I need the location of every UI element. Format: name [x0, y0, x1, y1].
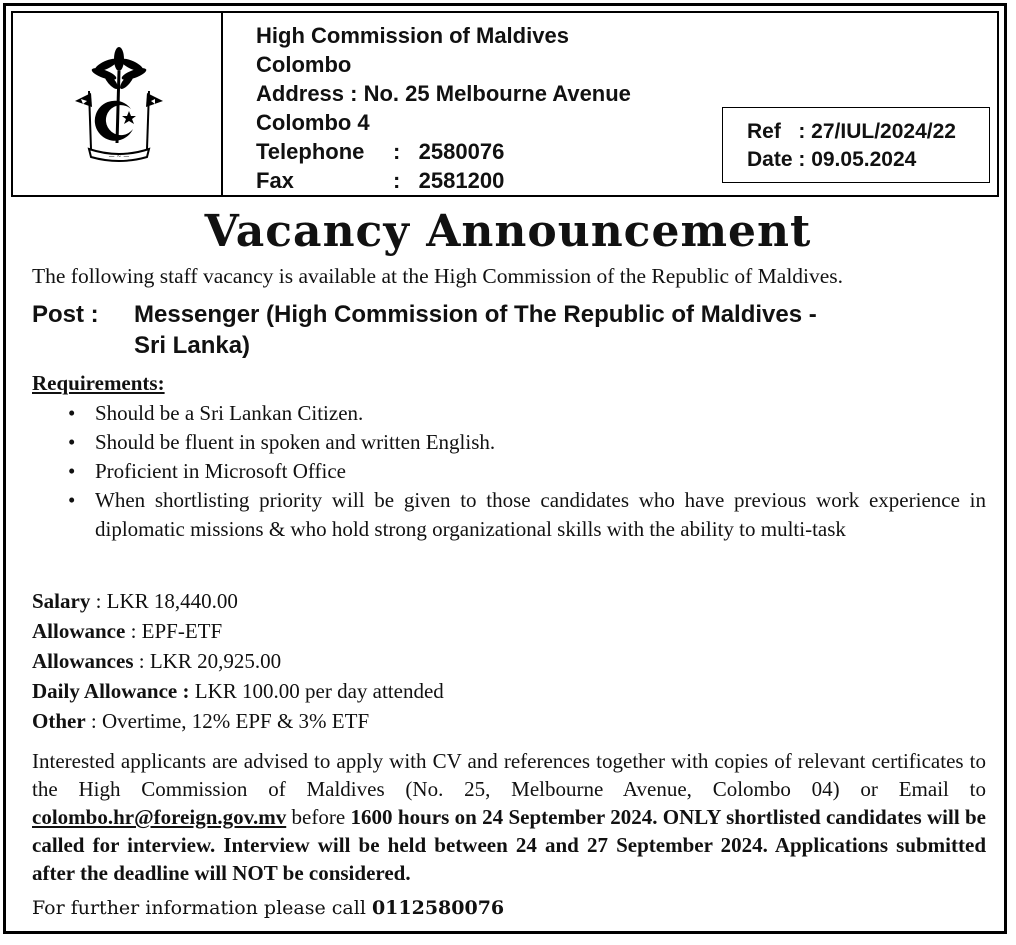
telephone-line: [256, 137, 631, 166]
address-value: No. 25 Melbourne Avenue: [363, 81, 631, 106]
application-text: Interested applicants are advised to apply with CV and references together with copies of relevant certificates to the High Commission of Maldives (No. 25, Melbourne Avenue, Colombo 04) or Email to: [32, 749, 986, 801]
allowances-row: [32, 646, 444, 676]
compensation-details: [32, 586, 444, 736]
post-title-line1: Messenger (High Commission of The Republic of Maldives -: [134, 301, 817, 328]
telephone-label: Telephone: [256, 139, 365, 164]
application-text-before: before: [286, 805, 351, 829]
requirement-text: Proficient in Microsoft Office: [95, 459, 346, 483]
other-label: Other: [32, 709, 86, 733]
requirement-text: Should be a Sri Lankan Citizen.: [95, 401, 364, 425]
date-label: Date: [747, 148, 793, 171]
bullet-icon: •: [68, 459, 76, 483]
list-item: [32, 428, 986, 457]
bullet-icon: •: [68, 488, 76, 512]
maldives-emblem-icon: [59, 41, 179, 171]
svg-text:— ~ —: — ~ —: [108, 153, 130, 160]
salary-label: Salary: [32, 589, 91, 613]
fax-line: [256, 166, 631, 195]
allowance-row: [32, 616, 444, 646]
ref-value: : 27/IUL/2024/22: [798, 120, 956, 143]
fax-value: 2581200: [418, 168, 505, 193]
fax-label: Fax: [256, 168, 294, 193]
bullet-icon: •: [68, 401, 76, 425]
telephone-value: 2580076: [418, 139, 505, 164]
intro-text: The following staff vacancy is available at the High Commission of the Republic of Maldives.: [32, 264, 844, 288]
address-label: Address :: [256, 81, 358, 106]
org-name: High Commission of Maldives: [256, 23, 569, 48]
address-line2: Colombo 4: [256, 110, 370, 135]
post-title-line2: Sri Lanka): [134, 332, 251, 359]
ref-label: Ref: [747, 120, 781, 143]
other-value: : Overtime, 12% EPF & 3% ETF: [85, 709, 370, 733]
contact-line: [32, 897, 504, 919]
allowance-value: : EPF-ETF: [125, 619, 223, 643]
address-block: [256, 21, 631, 195]
requirement-text: Should be fluent in spoken and written English.: [95, 430, 496, 454]
reference-box: [722, 107, 990, 183]
telephone-sep: :: [393, 139, 401, 164]
org-city: Colombo: [256, 52, 352, 77]
post-block: [32, 299, 817, 361]
post-label: Post :: [32, 301, 99, 328]
date-value: : 09.05.2024: [798, 148, 917, 171]
contact-text: For further information please call: [32, 897, 372, 919]
list-item: [32, 399, 986, 428]
page-title: Vacancy Announcement: [204, 206, 812, 257]
requirements-list: [32, 399, 986, 544]
allowances-label: Allowances: [32, 649, 134, 673]
salary-row: [32, 586, 444, 616]
daily-allowance-label: Daily Allowance :: [32, 679, 190, 703]
allowances-value: : LKR 20,925.00: [133, 649, 282, 673]
bullet-icon: •: [68, 430, 76, 454]
requirements-heading: Requirements:: [32, 371, 165, 395]
deadline-notice: 1600 hours on 24 September 2024. ONLY shortlisted candidates will be called for interview. Interview will be held between 24 and 27 September 2024. Applications submitted after the deadline will NOT be considered.: [32, 805, 986, 885]
contact-phone: 0112580076: [371, 897, 505, 919]
allowance-label: Allowance: [32, 619, 126, 643]
daily-allowance-row: [32, 676, 444, 706]
list-item: [32, 486, 986, 544]
email-link[interactable]: colombo.hr@foreign.gov.mv: [32, 805, 287, 829]
letterhead: [11, 11, 999, 197]
requirement-text: When shortlisting priority will be given to those candidates who have previous work experience in diplomatic missions & who hold strong organizational skills with the ability to multi-task: [95, 488, 986, 541]
other-row: [32, 706, 444, 736]
emblem-cell: [13, 13, 223, 195]
address-line: [256, 79, 631, 108]
salary-value: : LKR 18,440.00: [90, 589, 238, 613]
daily-allowance-value: LKR 100.00 per day attended: [189, 679, 444, 703]
list-item: [32, 457, 986, 486]
fax-sep: :: [393, 168, 401, 193]
application-instructions: [32, 747, 986, 887]
